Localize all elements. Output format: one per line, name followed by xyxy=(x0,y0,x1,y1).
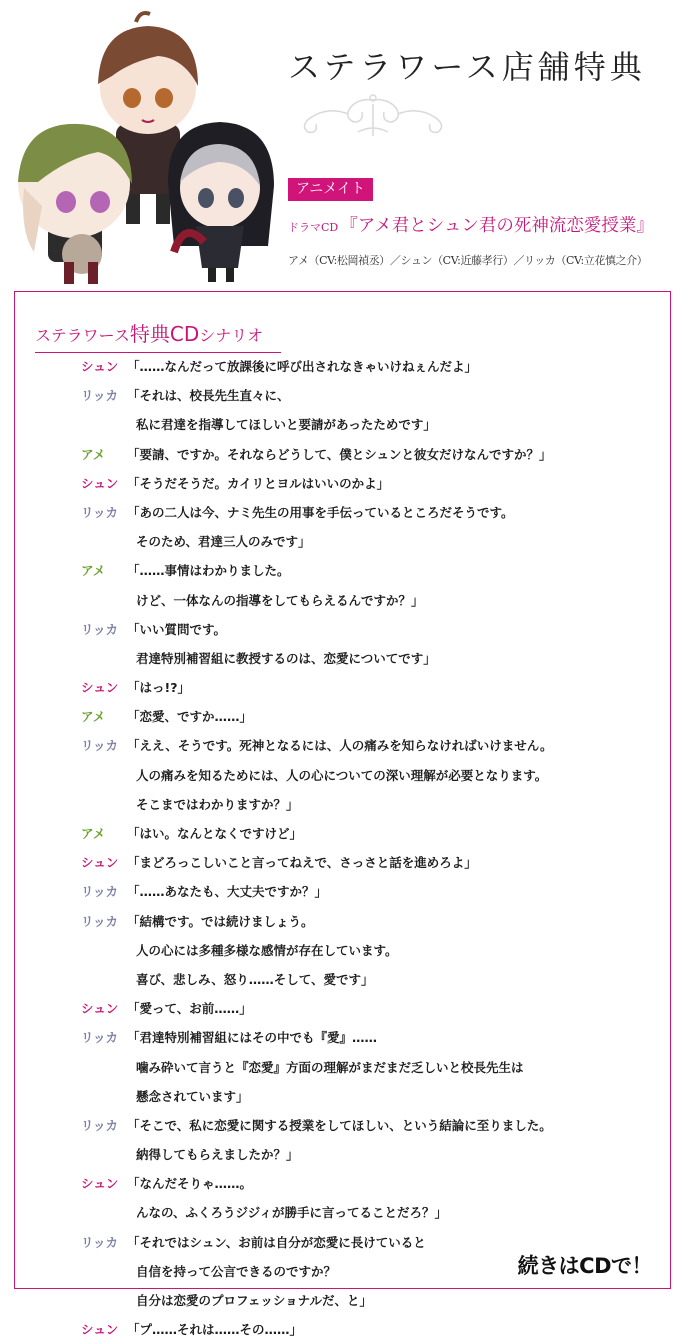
dialogue-text: んなの、ふくろうジジィが勝手に言ってることだろ？」 xyxy=(136,1205,447,1221)
dialogue-text: 「はい。なんとなくですけど」 xyxy=(127,826,303,841)
dialogue-line xyxy=(15,1023,670,1052)
cast-list: アメ（CV:松岡禎丞）／シュン（CV:近藤孝行）／リッカ（CV:立花慎之介） xyxy=(288,254,648,267)
dialogue-line xyxy=(15,410,670,439)
speaker-name: シュン xyxy=(81,359,119,374)
scenario-heading-part3: シナリオ xyxy=(199,326,264,345)
dialogue-line xyxy=(15,877,670,906)
dialogue-line xyxy=(15,1315,670,1344)
dialogue-line xyxy=(15,469,670,498)
dialogue-text: 人の心には多種多様な感情が存在しています。 xyxy=(136,942,398,958)
speaker-name: アメ xyxy=(81,563,106,579)
speaker-name: リッカ xyxy=(81,884,119,900)
dialogue-text: 君達特別補習組に教授するのは、恋愛についてです」 xyxy=(136,650,436,666)
dialogue-text: 「なんだそりゃ……。 xyxy=(127,1176,253,1192)
continue-on-cd-label: 続きはCDで！ xyxy=(517,1254,652,1278)
dialogue-text: 「はっ!?」 xyxy=(127,680,190,696)
dialogue-text: 「愛って、お前……」 xyxy=(127,1001,252,1017)
dialogue-line xyxy=(15,556,670,585)
scenario-box xyxy=(14,291,671,1338)
speaker-name: シュン xyxy=(81,680,119,696)
dialogue-text: 懸念されています」 xyxy=(136,1088,249,1104)
scenario-heading-part1: ステラワース xyxy=(35,326,130,345)
speaker-name: リッカ xyxy=(81,1117,119,1133)
dialogue-text: 自信を持って公言できるのですか？ xyxy=(136,1263,337,1279)
dialogue-text: 噛み砕いて言うと『恋愛』方面の理解がまだまだ乏しいと校長先生は xyxy=(136,1059,524,1075)
character-hooded xyxy=(168,122,274,282)
speaker-name: シュン xyxy=(81,475,119,491)
dialogue-line xyxy=(15,352,670,381)
speaker-name: アメ xyxy=(81,709,106,725)
ornament-flourish xyxy=(288,92,458,142)
speaker-name: リッカ xyxy=(81,504,119,520)
speaker-name: アメ xyxy=(81,826,106,841)
dialogue-text: 「要請、ですか。それならどうして、僕とシュンと彼女だけなんですか？」 xyxy=(127,446,552,462)
speaker-name: アメ xyxy=(81,446,106,462)
dialogue-line xyxy=(15,440,670,469)
product-title-line xyxy=(288,212,683,237)
dialogue-line xyxy=(15,848,670,877)
dialogue-line xyxy=(15,702,670,731)
speaker-name: リッカ xyxy=(81,1030,119,1046)
speaker-name: リッカ xyxy=(81,738,119,754)
scenario-heading-part2: 特典CD xyxy=(129,322,200,346)
speaker-name: シュン xyxy=(81,1322,119,1338)
character-green-hair xyxy=(18,124,132,284)
dialogue-text: 「……事情はわかりました。 xyxy=(127,563,290,579)
dialogue-line xyxy=(15,586,670,615)
dialogue-line xyxy=(15,1053,670,1082)
page-title: ステラワース店舗特典 xyxy=(288,48,646,86)
dialogue-line xyxy=(15,907,670,936)
dialogue-text: 「そうだそうだ。カイリとヨルはいいのかよ」 xyxy=(127,475,390,491)
dialogue-text: そのため、君達三人のみです」 xyxy=(136,534,311,550)
dialogue-line xyxy=(15,644,670,673)
dialogue-text: 「……なんだって放課後に呼び出されなきゃいけねぇんだよ」 xyxy=(127,359,478,374)
speaker-name: シュン xyxy=(81,1176,119,1192)
dialogue-line xyxy=(15,498,670,527)
product-title: 『アメ君とシュン君の死神流恋愛授業』 xyxy=(340,216,654,236)
dialogue-text: 「恋愛、ですか……」 xyxy=(127,709,253,725)
dialogue-text: 「それは、校長先生直々に、 xyxy=(127,388,290,404)
dialogue-text: 「君達特別補習組にはその中でも『愛』…… xyxy=(127,1030,378,1046)
dialogue-line xyxy=(15,1198,670,1227)
dialogue-line xyxy=(15,790,670,819)
dialogue-text: 人の痛みを知るためには、人の心についての深い理解が必要となります。 xyxy=(136,767,548,783)
dialogue-line xyxy=(15,673,670,702)
dialogue-line xyxy=(15,1286,670,1315)
dialogue-line xyxy=(15,1082,670,1111)
product-prefix: ドラマCD xyxy=(288,221,339,234)
dialogue-text: 「いい質問です。 xyxy=(127,621,227,637)
dialogue-list xyxy=(15,352,670,1344)
dialogue-text: 「あの二人は今、ナミ先生の用事を手伝っているところだそうです。 xyxy=(127,504,514,520)
dialogue-text: 「……あなたも、大丈夫ですか？」 xyxy=(127,884,328,900)
speaker-name: シュン xyxy=(81,1001,119,1017)
speaker-name: リッカ xyxy=(81,913,119,929)
dialogue-line xyxy=(15,1169,670,1198)
dialogue-text: 「プ……それは……その……」 xyxy=(127,1322,303,1338)
dialogue-line xyxy=(15,965,670,994)
dialogue-text: けど、一体なんの指導をしてもらえるんですか？」 xyxy=(136,592,424,608)
dialogue-line xyxy=(15,527,670,556)
dialogue-text: 「ええ、そうです。死神となるには、人の痛みを知らなければいけません。 xyxy=(127,738,553,754)
dialogue-text: 納得してもらえましたか？」 xyxy=(136,1147,299,1163)
dialogue-text: 「結構です。では続けましょう。 xyxy=(127,913,314,929)
dialogue-line xyxy=(15,761,670,790)
dialogue-line xyxy=(15,615,670,644)
dialogue-line xyxy=(15,1140,670,1169)
dialogue-text: 「それではシュン、お前は自分が恋愛に長けていると xyxy=(127,1234,426,1250)
dialogue-text: 「そこで、私に恋愛に関する授業をしてほしい、という結論に至りました。 xyxy=(127,1117,552,1133)
dialogue-line xyxy=(15,731,670,760)
speaker-name: リッカ xyxy=(81,1234,119,1250)
dialogue-text: 「まどろっこしいこと言ってねえで、さっさと話を進めろよ」 xyxy=(127,855,477,871)
speaker-name: リッカ xyxy=(81,388,119,404)
dialogue-line xyxy=(15,1111,670,1140)
dialogue-text: そこまではわかりますか？」 xyxy=(136,796,299,812)
dialogue-text: 自分は恋愛のプロフェッショナルだ、と」 xyxy=(136,1293,373,1308)
dialogue-line xyxy=(15,381,670,410)
dialogue-text: 私に君達を指導してほしいと要請があったためです」 xyxy=(136,417,436,433)
store-badge: アニメイト xyxy=(288,178,373,201)
character-illustration xyxy=(8,6,278,286)
dialogue-line xyxy=(15,819,670,848)
dialogue-line xyxy=(15,936,670,965)
dialogue-line xyxy=(15,994,670,1023)
speaker-name: シュン xyxy=(81,855,119,871)
dialogue-text: 喜び、悲しみ、怒り……そして、愛です」 xyxy=(136,971,374,987)
scenario-heading xyxy=(35,318,263,353)
speaker-name: リッカ xyxy=(81,621,119,637)
